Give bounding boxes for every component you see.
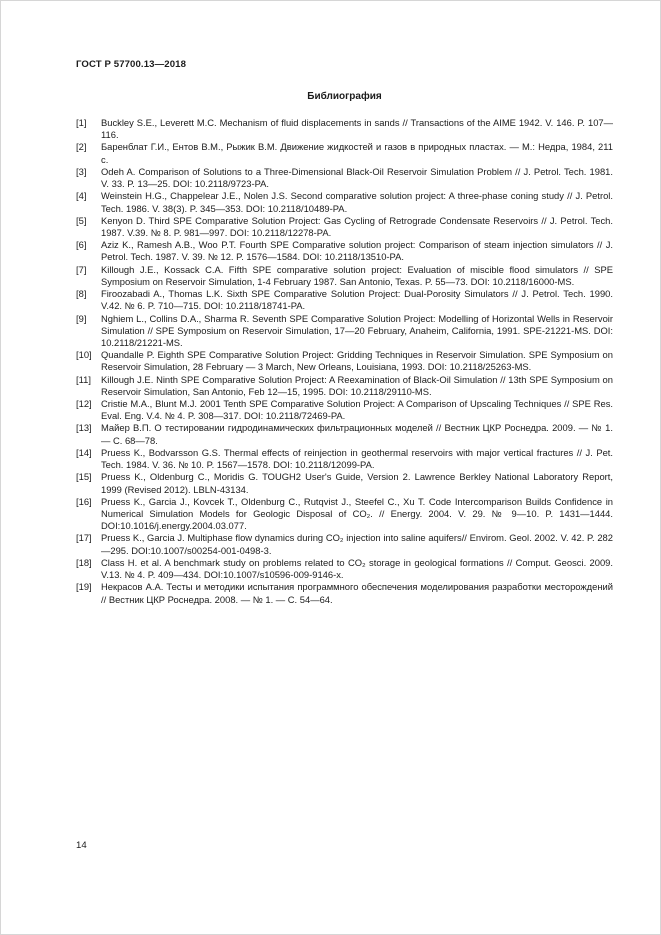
reference-text: Баренблат Г.И., Ентов В.М., Рыжик В.М. Движение жидкостей и газов в природных пластах. — М.: Недра, 1984, 211 с. bbox=[101, 141, 613, 165]
reference-number: [2] bbox=[76, 141, 87, 153]
reference-text: Quandalle P. Eighth SPE Comparative Solution Project: Gridding Techniques in Reservoir Simulation. SPE Symposium on Reservoir Simulation, 28 February — 3 March, New Orleans, Louisiana, 1993. DOI: 10.2118/25263-MS. bbox=[101, 349, 613, 373]
reference-number: [17] bbox=[76, 532, 92, 544]
reference-item bbox=[76, 166, 613, 190]
reference-item bbox=[76, 398, 613, 422]
reference-item bbox=[76, 288, 613, 312]
page-content bbox=[76, 59, 613, 606]
reference-text: Pruess K., Oldenburg C., Moridis G. TOUGH2 User's Guide, Version 2. Lawrence Berkley National Laboratory Report, 1999 (Revised 2012). LBLN-43134. bbox=[101, 471, 613, 495]
reference-number: [12] bbox=[76, 398, 92, 410]
reference-text: Некрасов А.А. Тесты и методики испытания программного обеспечения моделирования разработки месторождений // Вестник ЦКР Роснедра. 2008. — № 1. — С. 54—64. bbox=[101, 581, 613, 605]
reference-number: [14] bbox=[76, 446, 92, 458]
reference-text: Killough J.E. Ninth SPE Comparative Solution Project: A Reexamination of Black-Oil Simulation // 13th SPE Symposium on Reservoir Simulation, San Antonio, Feb 12—15, 1995. DOI: 10.2118/29110-MS. bbox=[101, 373, 613, 397]
reference-text: Killough J.E., Kossack C.A. Fifth SPE comparative solution project: Evaluation of miscible flood simulators // SPE Symposium on Reservoir Simulation, 1-4 February 1987. San Antonio, Texas. P. 55—73. DOI: 10.2118/16000-MS. bbox=[101, 263, 613, 287]
reference-number: [19] bbox=[76, 581, 92, 593]
reference-number: [9] bbox=[76, 312, 87, 324]
reference-number: [5] bbox=[76, 214, 87, 226]
reference-number: [18] bbox=[76, 556, 92, 568]
reference-item bbox=[76, 557, 613, 581]
reference-text: Pruess K., Garcia J., Kovcek T., Oldenburg C., Rutqvist J., Steefel C., Xu T. Code Intercomparison Builds Confidence in Numerical Simulation Models for Geologic Disposal of CO₂. // Energy. 2004. V. 29. № 9—10. P. 1431—1444. DOI:10.1016/j.energy.2004.03.077. bbox=[101, 495, 613, 532]
reference-number: [10] bbox=[76, 349, 92, 361]
reference-list bbox=[76, 117, 613, 606]
reference-item bbox=[76, 190, 613, 214]
document-number: ГОСТ Р 57700.13—2018 bbox=[76, 59, 187, 70]
bibliography-title: Библиография bbox=[307, 91, 382, 102]
reference-number: [6] bbox=[76, 239, 87, 251]
reference-text: Pruess K., Garcia J. Multiphase flow dynamics during CO₂ injection into saline aquifers// Envirom. Geol. 2002. V. 42. P. 282—295. DOI:10.1007/s00254-001-0498-3. bbox=[101, 532, 613, 556]
reference-number: [8] bbox=[76, 288, 87, 300]
reference-text: Firoozabadi A., Thomas L.K. Sixth SPE Comparative Solution Project: Dual-Porosity Simulators // J. Petrol. Tech. 1990. V.42. № 6. P. 710—715. DOI: 10.2118/18741-PA. bbox=[101, 288, 613, 312]
reference-item bbox=[76, 447, 613, 471]
reference-item bbox=[76, 349, 613, 373]
reference-item bbox=[76, 313, 613, 350]
reference-number: [1] bbox=[76, 117, 87, 128]
reference-text: Cristie M.A., Blunt M.J. 2001 Tenth SPE Comparative Solution Project: A Comparison of Upscaling Techniques // SPE Res. Eval. Eng. V.4. № 4. P. 308—317. DOI: 10.2118/72469-PA. bbox=[101, 398, 613, 422]
reference-item bbox=[76, 496, 613, 533]
reference-item bbox=[76, 422, 613, 446]
reference-number: [4] bbox=[76, 190, 87, 202]
page-number: 14 bbox=[76, 840, 87, 851]
reference-item bbox=[76, 471, 613, 495]
reference-number: [15] bbox=[76, 471, 92, 483]
reference-item bbox=[76, 239, 613, 263]
reference-text: Weinstein H.G., Chappelear J.E., Nolen J.S. Second comparative solution project: A three-phase coning study // J. Petrol. Tech. 1986. V. 38(3). P. 345—353. DOI: 10.2118/10489-PA. bbox=[101, 190, 613, 214]
reference-text: Buckley S.E., Leverett M.C. Mechanism of fluid displacements in sands // Transactions of the AIME 1942. V. 146. P. 107—116. bbox=[101, 117, 613, 141]
reference-text: Kenyon D. Third SPE Comparative Solution Project: Gas Cycling of Retrograde Condensate Reservoirs // J. Petrol. Tech. 1987. V.39. № 8. P. 981—997. DOI: 10.2118/12278-PA. bbox=[101, 214, 613, 238]
reference-item bbox=[76, 264, 613, 288]
reference-number: [13] bbox=[76, 422, 92, 434]
reference-item bbox=[76, 215, 613, 239]
reference-item bbox=[76, 141, 613, 165]
reference-text: Майер В.П. О тестировании гидродинамических фильтрационных моделей // Вестник ЦКР Роснедра. 2009. — № 1. — С. 68—78. bbox=[101, 422, 613, 446]
reference-text: Class H. et al. A benchmark study on problems related to CO₂ storage in geological formations // Comput. Geosci. 2009. V.13. № 4. P. 409—434. DOI:10.1007/s10596-009-9146-x. bbox=[101, 556, 613, 581]
reference-item bbox=[76, 532, 613, 556]
reference-item bbox=[76, 374, 613, 398]
reference-text: Nghiem L., Collins D.A., Sharma R. Seventh SPE Comparative Solution Project: Modelling of Horizontal Wells in Reservoir Simulation // SPE Symposium on Reservoir Simulation, 17—20 February, Anaheim, California, 1991. SPE-21221-MS. DOI: 10.2118/21221-MS. bbox=[101, 312, 613, 348]
reference-number: [7] bbox=[76, 263, 87, 275]
reference-text: Pruess K., Bodvarsson G.S. Thermal effects of reinjection in geothermal reservoirs with major vertical fractures // J. Pet. Tech. 1984. V. 36. № 10. P. 1567—1578. DOI: 10.2118/12099-PA. bbox=[101, 446, 613, 471]
reference-item bbox=[76, 581, 613, 605]
reference-text: Odeh A. Comparison of Solutions to a Three-Dimensional Black-Oil Reservoir Simulation Problem // J. Petrol. Tech. 1981. V. 33. P. 13—25. DOI: 10.2118/9723-PA. bbox=[101, 165, 613, 190]
reference-number: [11] bbox=[76, 373, 91, 385]
reference-text: Aziz K., Ramesh A.B., Woo P.T. Fourth SPE Comparative solution project: Comparison of steam injection simulators // J. Petrol. Tech. 1987. V. 39. № 12. P. 1576—1584. DOI: 10.2118/13510-PA. bbox=[101, 239, 613, 263]
reference-number: [16] bbox=[76, 495, 92, 507]
reference-item bbox=[76, 117, 613, 141]
reference-number: [3] bbox=[76, 165, 87, 177]
